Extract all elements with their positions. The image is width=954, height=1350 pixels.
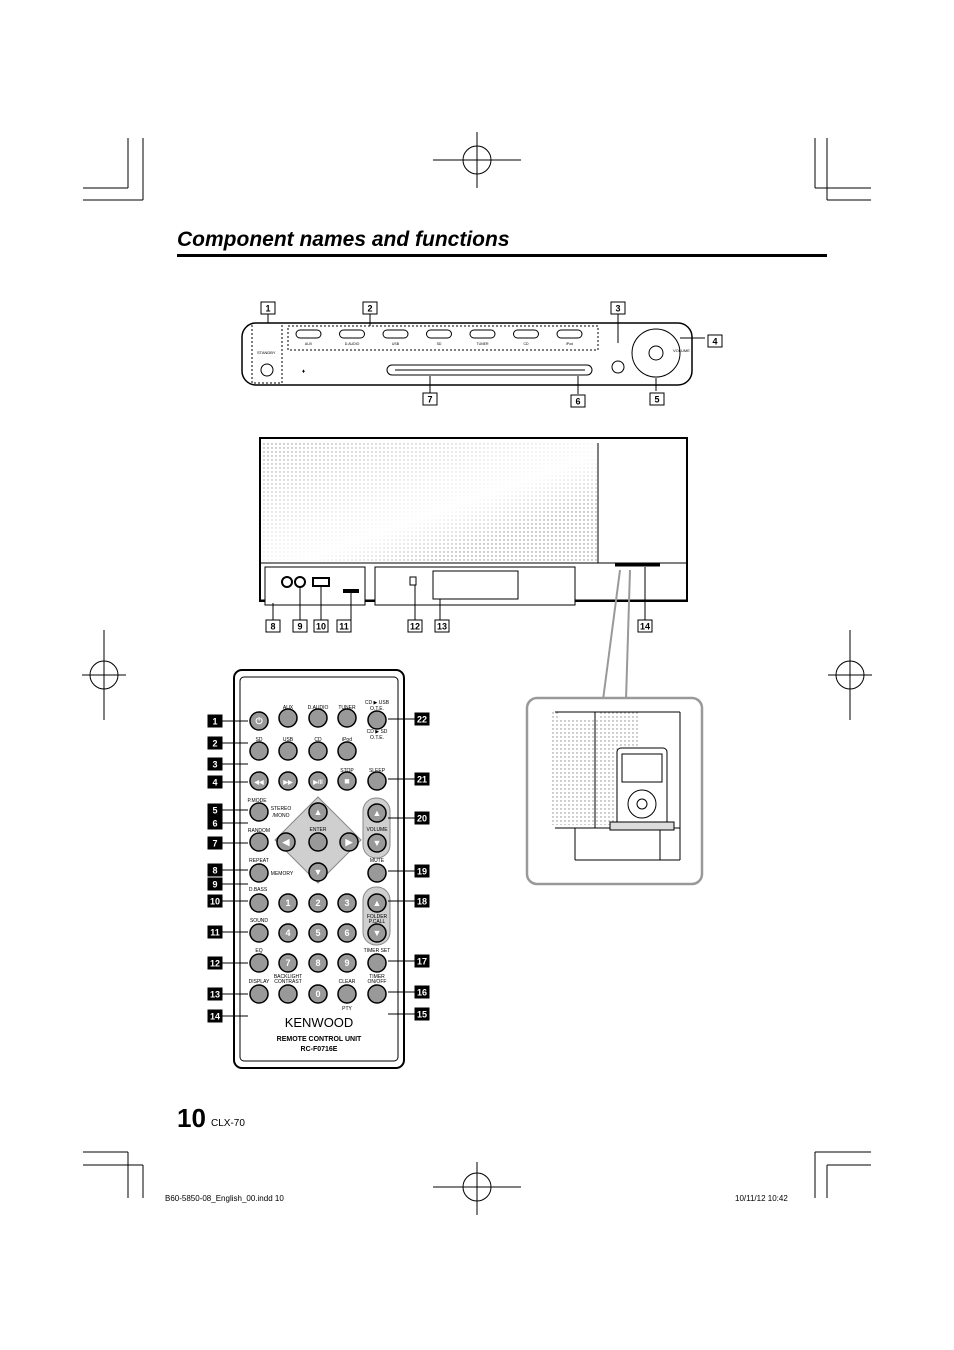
remote-label: EQ (255, 948, 263, 954)
svg-text:16: 16 (416, 987, 428, 998)
remote-model: RC-F0716E (300, 1046, 338, 1053)
svg-text:5: 5 (654, 394, 660, 405)
front-callout-13 (435, 620, 449, 632)
remote-folder-down-button[interactable] (368, 924, 386, 942)
remote-tuner-button[interactable] (338, 709, 356, 727)
remote-label: TIMER (369, 974, 385, 980)
model-name: CLX-70 (211, 1118, 245, 1129)
svg-text:▶▶: ▶▶ (283, 780, 293, 786)
remote-label: O.T.E. (370, 706, 384, 712)
front-callout-10 (314, 620, 328, 632)
svg-text:6: 6 (575, 396, 581, 407)
svg-text:4: 4 (712, 336, 718, 347)
source-label: TUNER (476, 342, 489, 346)
remote-digit-5-button[interactable] (309, 924, 327, 942)
svg-text:14: 14 (639, 621, 651, 632)
remote-label: iPod (341, 737, 353, 743)
top-callout-2 (363, 302, 377, 314)
remote-callout-16 (415, 986, 429, 998)
svg-text:13: 13 (436, 621, 448, 632)
svg-text:8: 8 (315, 958, 321, 968)
svg-text:8: 8 (212, 865, 218, 876)
svg-text:▼: ▼ (313, 867, 323, 877)
remote-label: TIMER SET (363, 948, 391, 954)
svg-text:▼: ▼ (372, 838, 382, 848)
remote-down-button[interactable] (309, 863, 327, 881)
remote-clear-button[interactable] (338, 985, 356, 1003)
remote-brand: KENWOOD (284, 1015, 354, 1030)
footer-file: B60-5850-08_English_00.indd 10 (165, 1194, 284, 1203)
source-label: iPod (565, 342, 574, 346)
remote-dbass-button[interactable] (250, 894, 268, 912)
remote-label: CD ▶ USB (364, 700, 390, 706)
svg-text:7: 7 (427, 394, 433, 405)
svg-text:3: 3 (212, 759, 218, 770)
remote-usb-button[interactable] (279, 742, 297, 760)
remote-callout-12 (208, 957, 222, 969)
remote-callout-10 (208, 895, 222, 907)
remote-label: BACKLIGHT (273, 974, 303, 980)
remote-callout-4 (208, 776, 222, 788)
remote-timer-set-button[interactable] (368, 954, 386, 972)
remote-digit-6-button[interactable] (338, 924, 356, 942)
remote-folder-up-button[interactable] (368, 894, 386, 912)
remote-label: FOLDER (366, 914, 388, 920)
remote-digit-7-button[interactable] (279, 954, 297, 972)
svg-text:11: 11 (339, 621, 349, 632)
remote-label: SLEEP (368, 768, 386, 774)
remote-cd-button[interactable] (309, 742, 327, 760)
ipod-inset-diagram (520, 560, 710, 890)
standby-label: STANDBY (257, 350, 276, 355)
svg-text:6: 6 (212, 818, 218, 829)
source-button-daudio (340, 330, 365, 338)
remote-left-button[interactable] (277, 833, 295, 851)
source-button-aux (296, 330, 321, 338)
svg-text:◀◀: ◀◀ (254, 780, 264, 786)
top-callout-7 (423, 393, 437, 405)
remote-digit-9-button[interactable] (338, 954, 356, 972)
remote-daudio-button[interactable] (309, 709, 327, 727)
remote-digit-0-button[interactable] (309, 985, 327, 1003)
source-button-usb (383, 330, 408, 338)
svg-text:7: 7 (285, 958, 291, 968)
svg-text:7: 7 (212, 838, 218, 849)
remote-label: ENTER (309, 827, 327, 833)
top-view-diagram (230, 298, 730, 413)
source-label: AUX (304, 342, 313, 346)
svg-text:2: 2 (367, 303, 373, 314)
source-label: USB (391, 342, 400, 346)
remote-label: STEREO (270, 806, 292, 812)
front-callout-9 (293, 620, 307, 632)
svg-text:⏻: ⏻ (255, 716, 263, 726)
remote-control-diagram (200, 665, 440, 1075)
source-label: CD (523, 342, 529, 346)
remote-label: CLEAR (338, 979, 356, 985)
page-number: 10 (177, 1103, 206, 1133)
remote-unit-name: REMOTE CONTROL UNIT (276, 1036, 362, 1043)
remote-timer-onoff-button[interactable] (368, 985, 386, 1003)
source-label: D.AUDIO (344, 342, 360, 346)
remote-next-button[interactable] (279, 772, 297, 790)
svg-text:▲: ▲ (313, 807, 323, 817)
remote-callout-21 (415, 773, 429, 785)
remote-callout-8 (208, 864, 222, 876)
remote-callout-18 (415, 895, 429, 907)
page-title: Component names and functions (177, 228, 510, 251)
remote-label: P.CALL (368, 919, 386, 925)
svg-text:◀: ◀ (282, 837, 290, 847)
svg-text:3: 3 (344, 898, 350, 908)
top-callout-5 (650, 393, 664, 405)
svg-text:▶/II: ▶/II (313, 780, 323, 786)
svg-text:12: 12 (209, 958, 221, 969)
volume-label: VOLUME (673, 348, 690, 353)
remote-label: D.BASS (248, 887, 268, 893)
source-button-cd (514, 330, 539, 338)
remote-mute-button[interactable] (368, 864, 386, 882)
remote-play-pause-button[interactable] (309, 772, 327, 790)
svg-text:8: 8 (270, 621, 276, 632)
remote-power-button[interactable] (250, 712, 268, 730)
remote-label: SD (255, 737, 263, 743)
remote-callout-2 (208, 737, 222, 749)
remote-display-button[interactable] (250, 985, 268, 1003)
remote-callout-1 (208, 715, 222, 727)
remote-up-button[interactable] (309, 803, 327, 821)
svg-text:9: 9 (344, 958, 350, 968)
remote-sleep-button[interactable] (368, 772, 386, 790)
remote-callout-7 (208, 837, 222, 849)
remote-callout-17 (415, 955, 429, 967)
remote-label: TUNER (338, 705, 356, 711)
source-button-sd (427, 330, 452, 338)
svg-text:6: 6 (344, 928, 350, 938)
remote-cd-usb-button[interactable] (368, 711, 386, 729)
remote-volume-down-button[interactable] (368, 834, 386, 852)
remote-ipod-button[interactable] (338, 742, 356, 760)
remote-label: CD (314, 737, 322, 743)
svg-text:▼: ▼ (372, 928, 382, 938)
source-button-tuner (470, 330, 495, 338)
remote-backlight-button[interactable] (279, 985, 297, 1003)
svg-text:10: 10 (209, 896, 221, 907)
svg-text:4: 4 (285, 928, 291, 938)
svg-text:10: 10 (315, 621, 327, 632)
remote-sd-button[interactable] (250, 742, 268, 760)
svg-text:3: 3 (615, 303, 621, 314)
remote-label: P.MODE (247, 798, 267, 804)
remote-volume-up-button[interactable] (368, 804, 386, 822)
front-callout-12 (408, 620, 422, 632)
remote-label: RANDOM (247, 828, 271, 834)
remote-label: VOLUME (366, 827, 388, 833)
remote-callout-3 (208, 758, 222, 770)
svg-text:2: 2 (315, 898, 321, 908)
remote-callout-14 (208, 1010, 222, 1022)
svg-text:22: 22 (416, 714, 428, 725)
remote-label: USB (282, 737, 294, 743)
svg-text:12: 12 (409, 621, 421, 632)
top-callout-4 (708, 335, 722, 347)
remote-label: CD ▶ SD (366, 729, 388, 735)
svg-text:♦: ♦ (302, 369, 306, 375)
remote-pmode-button[interactable] (250, 803, 268, 821)
remote-label: /MONO (272, 813, 290, 819)
top-callout-3 (611, 302, 625, 314)
svg-text:2: 2 (212, 738, 218, 749)
remote-callout-13 (208, 988, 222, 1000)
source-label: SD (436, 342, 442, 346)
remote-label: SOUND (249, 918, 269, 924)
remote-label: MUTE (369, 858, 385, 864)
remote-repeat-button[interactable] (250, 864, 268, 882)
svg-text:9: 9 (297, 621, 303, 632)
remote-random-button[interactable] (250, 833, 268, 851)
front-callout-8 (266, 620, 280, 632)
svg-text:11: 11 (210, 927, 220, 938)
top-callout-1 (261, 302, 275, 314)
remote-digit-8-button[interactable] (309, 954, 327, 972)
remote-callout-5 (208, 804, 222, 816)
remote-digit-3-button[interactable] (338, 894, 356, 912)
remote-digit-1-button[interactable] (279, 894, 297, 912)
remote-label: O.T.E. (370, 735, 384, 741)
svg-text:5: 5 (315, 928, 321, 938)
remote-label: AUX (282, 705, 294, 711)
remote-label: REPEAT (249, 858, 269, 864)
svg-text:15: 15 (416, 1009, 428, 1020)
remote-callout-6 (208, 817, 222, 829)
svg-text:13: 13 (209, 989, 221, 1000)
svg-text:20: 20 (416, 813, 428, 824)
remote-enter-button[interactable] (309, 833, 327, 851)
remote-label: STOP (340, 768, 354, 774)
svg-text:5: 5 (212, 805, 218, 816)
remote-callout-15 (415, 1008, 429, 1020)
svg-text:▲: ▲ (372, 808, 382, 818)
remote-label: PTY (342, 1006, 352, 1012)
remote-callout-9 (208, 878, 222, 890)
front-callout-11 (337, 620, 351, 632)
remote-prev-button[interactable] (250, 772, 268, 790)
remote-callout-20 (415, 812, 429, 824)
footer-date: 10/11/12 10:42 (735, 1194, 788, 1203)
svg-text:0: 0 (315, 989, 321, 999)
remote-aux-button[interactable] (279, 709, 297, 727)
remote-sound-button[interactable] (250, 924, 268, 942)
remote-label: MEMORY (270, 871, 294, 877)
remote-digit-4-button[interactable] (279, 924, 297, 942)
svg-text:14: 14 (209, 1011, 221, 1022)
remote-callout-22 (415, 713, 429, 725)
source-button-ipod (557, 330, 582, 338)
svg-text:21: 21 (416, 774, 428, 785)
svg-text:9: 9 (212, 879, 218, 890)
remote-label: D.AUDIO (307, 705, 329, 711)
remote-label: DISPLAY (248, 979, 270, 985)
remote-label: CONTRAST (274, 979, 302, 985)
remote-label: ON/OFF (367, 979, 387, 985)
svg-text:▶: ▶ (345, 837, 353, 847)
svg-text:1: 1 (212, 716, 218, 727)
remote-callout-11 (208, 926, 222, 938)
top-callout-6 (571, 395, 585, 407)
svg-text:▲: ▲ (372, 898, 382, 908)
svg-text:1: 1 (285, 898, 291, 908)
remote-digit-2-button[interactable] (309, 894, 327, 912)
remote-eq-button[interactable] (250, 954, 268, 972)
remote-right-button[interactable] (340, 833, 358, 851)
svg-text:1: 1 (265, 303, 271, 314)
svg-text:4: 4 (212, 777, 218, 788)
remote-callout-19 (415, 865, 429, 877)
remote-stop-button[interactable] (338, 772, 356, 790)
svg-text:■: ■ (344, 776, 350, 786)
svg-text:19: 19 (416, 866, 428, 877)
svg-text:18: 18 (416, 896, 428, 907)
svg-text:17: 17 (416, 956, 428, 967)
